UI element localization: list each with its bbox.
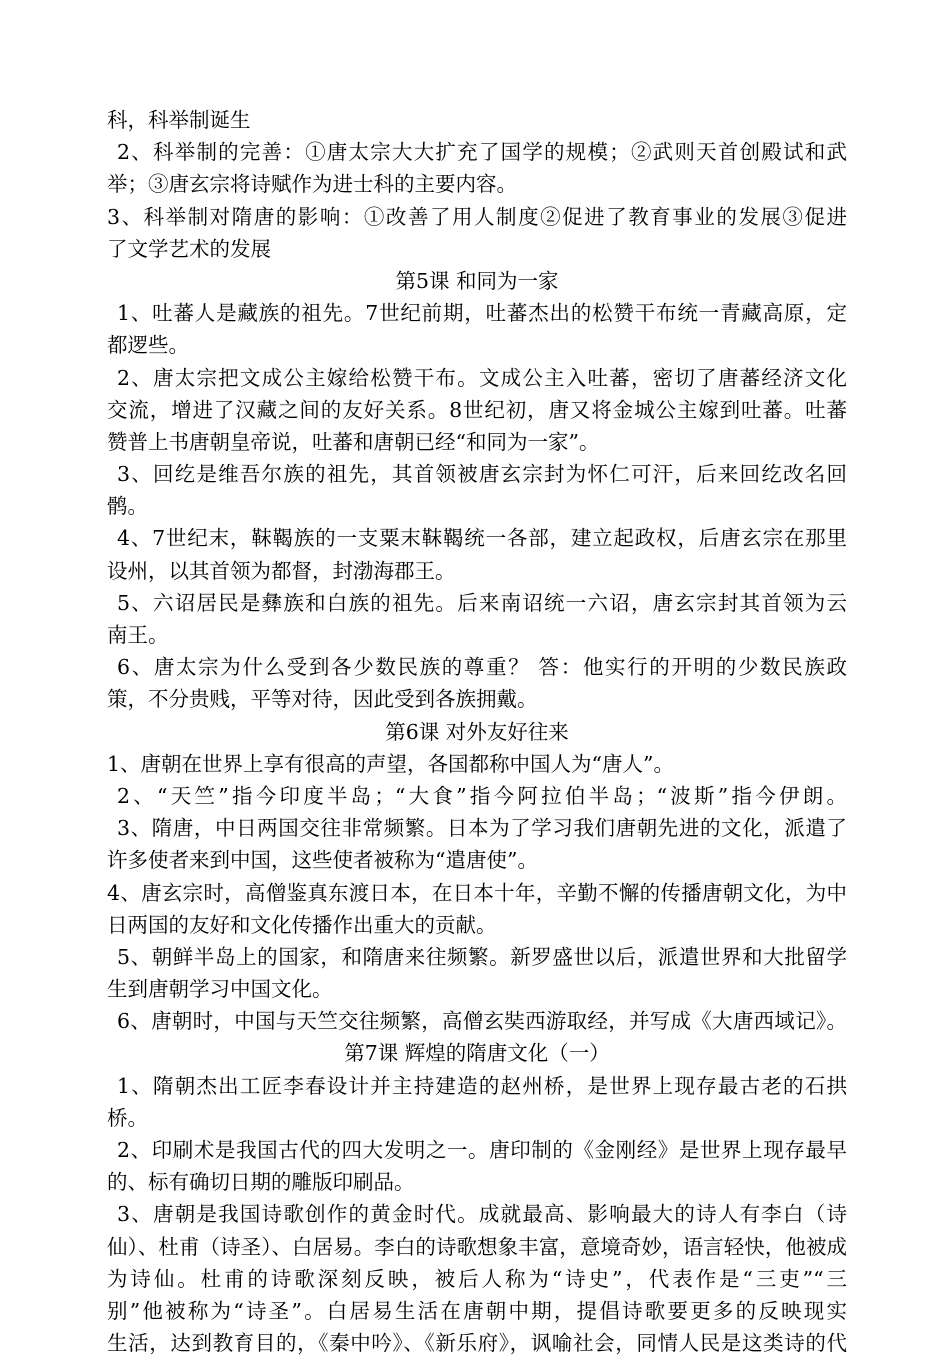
document-page xyxy=(107,104,847,1359)
text-line: 科，科举制诞生 xyxy=(107,108,251,132)
text-line: 6、唐太宗为什么受到各少数民族的尊重？ 答：他实行的开明的少数民族政 xyxy=(117,655,847,680)
text-line: 2、“天竺”指今印度半岛；“大食”指今阿拉伯半岛；“波斯”指今伊朗。 xyxy=(117,783,847,808)
text-line: 2、印刷术是我国古代的四大发明之一。唐印制的《金刚经》是世界上现存最早 xyxy=(117,1138,847,1162)
text-line: 设州，以其首领为都督，封渤海郡王。 xyxy=(107,558,456,583)
text-line: 许多使者来到中国，这些使者被称为“遣唐使”。 xyxy=(107,848,538,873)
text-line: 桥。 xyxy=(107,1105,148,1130)
text-line: 的、标有确切日期的雕版印刷品。 xyxy=(107,1170,415,1195)
text-line: 3、隋唐，中日两国交往非常频繁。日本为了学习我们唐朝先进的文化，派遣了 xyxy=(117,816,847,841)
text-line: 策，不分贵贱，平等对待，因此受到各族拥戴。 xyxy=(107,687,538,712)
text-line: 3、科举制对隋唐的影响：①改善了用人制度②促进了教育事业的发展③促进 xyxy=(107,204,847,229)
text-line: 举；③唐玄宗将诗赋作为进士科的主要内容。 xyxy=(107,172,517,197)
text-line: 5、六诏居民是彝族和白族的祖先。后来南诏统一六诏，唐玄宗封其首领为云 xyxy=(117,590,847,615)
text-line: 赞普上书唐朝皇帝说，吐蕃和唐朝已经“和同为一家”。 xyxy=(107,429,600,454)
text-line: 4、7世纪末，靺鞨族的一支粟末靺鞨统一各部，建立起政权，后唐玄宗在那里 xyxy=(117,526,847,551)
text-line: 日两国的友好和文化传播作出重大的贡献。 xyxy=(107,912,497,937)
section-heading: 第7课 辉煌的隋唐文化（一） xyxy=(344,1041,610,1066)
text-line: 1、隋朝杰出工匠李春设计并主持建造的赵州桥，是世界上现存最古老的石拱 xyxy=(117,1073,847,1098)
text-line: 都逻些。 xyxy=(107,333,189,358)
text-line: 鹘。 xyxy=(107,494,148,519)
text-line: 6、唐朝时，中国与天竺交往频繁，高僧玄奘西游取经，并写成《大唐西域记》。 xyxy=(117,1009,847,1034)
text-line: 4、唐玄宗时，高僧鉴真东渡日本，在日本十年，辛勤不懈的传播唐朝文化，为中 xyxy=(107,880,847,905)
text-line: 交流，增进了汉藏之间的友好关系。8世纪初，唐又将金城公主嫁到吐蕃。吐蕃 xyxy=(107,397,847,422)
text-line: 3、回纥是维吾尔族的祖先，其首领被唐玄宗封为怀仁可汗，后来回纥改名回 xyxy=(117,462,847,487)
text-line: 生到唐朝学习中国文化。 xyxy=(107,977,333,1002)
text-line: 2、唐太宗把文成公主嫁给松赞干布。文成公主入吐蕃，密切了唐蕃经济文化 xyxy=(117,365,847,390)
text-line: 5、朝鲜半岛上的国家，和隋唐来往频繁。新罗盛世以后，派遣世界和大批留学 xyxy=(117,944,847,969)
text-line: 生活，达到教育目的，《秦中吟》、《新乐府》，讽喻社会，同情人民是这类诗的代 xyxy=(107,1331,847,1356)
text-line: 1、唐朝在世界上享有很高的声望，各国都称中国人为“唐人”。 xyxy=(107,751,675,776)
text-line: 3、唐朝是我国诗歌创作的黄金时代。成就最高、影响最大的诗人有李白（诗 xyxy=(117,1202,847,1227)
text-line: 1、吐蕃人是藏族的祖先。7世纪前期，吐蕃杰出的松赞干布统一青藏高原，定 xyxy=(117,301,847,326)
text-line: 为诗仙。杜甫的诗歌深刻反映，被后人称为“诗史”，代表作是“三吏”“三 xyxy=(107,1266,847,1291)
section-heading: 第6课 对外友好往来 xyxy=(385,719,569,744)
text-line: 仙）、杜甫（诗圣）、白居易。李白的诗歌想象丰富，意境奇妙，语言轻快，他被成 xyxy=(107,1234,847,1259)
text-line: 别”他被称为“诗圣”。白居易生活在唐朝中期，提倡诗歌要更多的反映现实 xyxy=(107,1298,847,1323)
text-line: 了文学艺术的发展 xyxy=(107,236,271,261)
text-line: 2、科举制的完善：①唐太宗大大扩充了国学的规模；②武则天首创殿试和武 xyxy=(117,140,847,165)
section-heading: 第5课 和同为一家 xyxy=(395,268,559,293)
text-line: 南王。 xyxy=(107,623,169,647)
